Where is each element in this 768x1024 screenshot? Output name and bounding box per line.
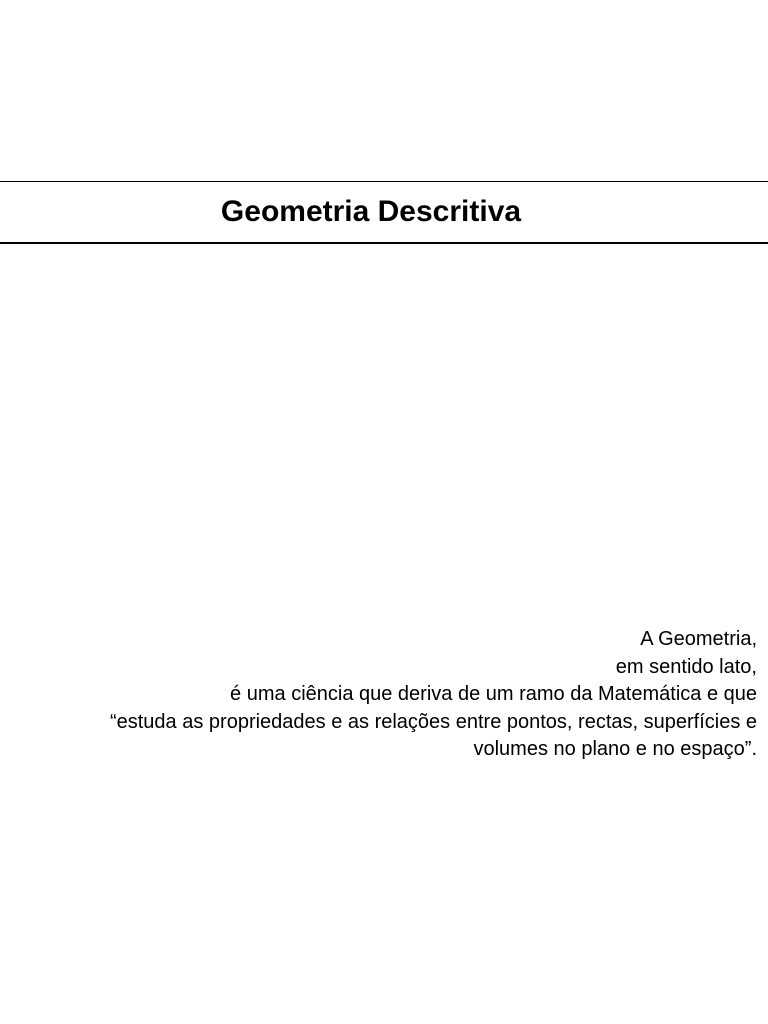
paragraph-line: é uma ciência que deriva de um ramo da Matemática e que: [230, 683, 757, 705]
paragraph-line: volumes no plano e no espaço”.: [473, 738, 757, 760]
definition-paragraph: [0, 626, 757, 764]
page-title: Geometria Descritiva: [220, 195, 522, 228]
title-band: [0, 181, 768, 244]
paragraph-line: A Geometria,: [640, 628, 757, 650]
paragraph-line: em sentido lato,: [615, 655, 757, 678]
paragraph-line: “estuda as propriedades e as relações entre pontos, rectas, superfícies e: [109, 710, 757, 733]
